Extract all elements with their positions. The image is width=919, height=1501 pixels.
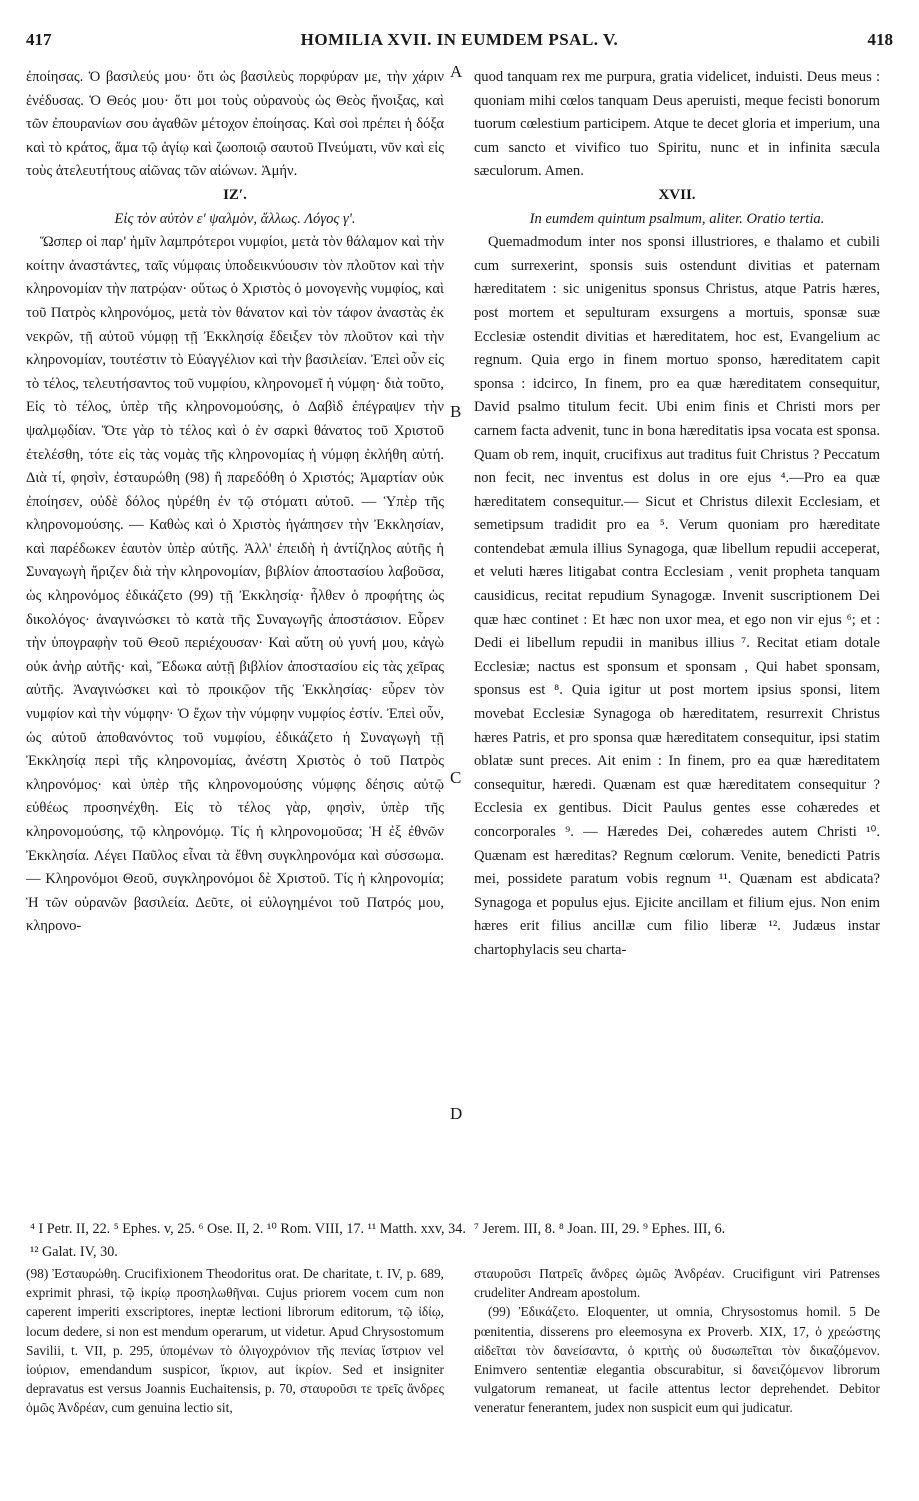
editorial-notes-left [26, 1264, 444, 1418]
greek-section-number: ΙΖʹ. [223, 186, 247, 203]
running-title: HOMILIA XVII. IN EUMDEM PSAL. V. [300, 30, 619, 49]
greek-subtitle: Εἰς τὸν αὐτὸν εʹ ψαλμὸν, ἄλλως. Λόγος γʹ. [114, 210, 356, 227]
note-98-continued: σταυροῦσι Πατρεῖς ἄνδρες ὠμῶς Ἀνδρέαν. Crucifigunt viri Patrenses crudeliter Andream apostolum. [474, 1266, 880, 1301]
margin-letter-d: D [450, 1104, 463, 1123]
greek-column [26, 66, 444, 939]
margin-letter-c: C [450, 768, 462, 787]
running-head [14, 30, 905, 54]
latin-body: Quemadmodum inter nos sponsi illustriores, e thalamo et cubili cum surrexerint, sponsis suis ostendunt divitias et paternam hæreditatem : sic unigenitus sponsus Christus, atque Patris hæres, post mortem et sepulturam exsurgens a mortuis, sponsæ suæ Ecclesiæ ostendit divitias et hæreditatem, hoc est, Evangelium ac regnum. Quia ergo in finem mortuo sponso, hæreditatem capit sponsa : idcirco, In finem, pro ea quæ hæreditatem consequitur, David psalmo titulum fecit. Ubi enim finis et Christi mors per carnem facta advenit, tunc in bona hæreditatis ipsa vocata est sponsa. Quam ob rem, inquit, crucifixus aut traditus fuit Christus ? Peccatum non fecit, nec inventus est dolus in ore ejus ⁴.—Pro ea quæ hæreditatem consequitur.— Sicut et Christus dilexit Ecclesiam, et semetipsum tradidit pro ea ⁵. Verum quoniam pro hæreditate contendebat æmula illius Synagoga, quæ libellum repudii acceperat, et veluti hæres litigabat contra Ecclesiam , venit propheta tanquam causidicus, recitat repudium Synagogæ. Invenit suscriptionem Dei quæ hæc continet : Et hæc non uxor mea, et ego non vir ejus ⁶; et : Dedi ei libellum repudii in manibus illius ⁷. Recitat etiam dotale Ecclesiæ; nactus est sponsum et sponsam , Qui habet sponsam, sponsus est ⁸. Quia igitur ut post mortem ipsius sponsi, litem movebat Ecclesiæ Synagoga ob hæreditatem, resurrexit Christus hæres Patris, et pro sponsa quæ hæreditatem consequitur, ipsi statim oblatæ sunt preces. Ait enim : In finem, pro ea quæ hæreditatem consequitur, hæredi. Quænam est quæ hæreditatem consequitur ? Ecclesia ex gentibus. Dicit Paulus gentes esse cohæredes et concorporales ⁹. — Hæredes Dei, cohæredes autem Christi ¹⁰. Quænam est hæreditas? Regnum cœlorum. Venite, benedicti Patris mei, possidete paratum vobis regnum ¹¹. Quænam est abdicata? Synagoga et populus ejus. Ejicite ancillam et filium ejus. Non enim hæres erit filius ancillæ cum filio liberæ ¹². Judæus instar chartophylacis seu charta- [474, 234, 880, 958]
footnote-references-left: ⁴ I Petr. II, 22. ⁵ Ephes. v, 25. ⁶ Ose. II, 2. ¹⁰ Rom. VIII, 17. ¹¹ Matth. xxv, 34. ¹² Galat. IV, 30. [30, 1221, 466, 1260]
page-number-left: 417 [26, 30, 52, 49]
latin-section-number: XVII. [658, 186, 696, 203]
note-99: (99) Ἐδικάζετο. Eloquenter, ut omnia, Chrysostomus homil. 5 De pœnitentia, disserens pro eleemosyna ex Proverb. XIX, 17, ὁ χρεώστης αἰδεῖται τὸν δανείσαντα, ὁ κριτὴς οὐ δυσωπεῖται τὸν δικαζόμενον. Enimvero sententiæ elegantia obscurabitur, si δανειζόμενον librorum vulgatorum remaneat, ut facile attentus lector deprehendet. Debitor veneratur fenerantem, judex non suspicit eum qui judicatur. [474, 1304, 880, 1416]
margin-letter-a: A [450, 62, 463, 81]
latin-subtitle: In eumdem quintum psalmum, aliter. Oratio tertia. [529, 210, 825, 227]
footnote-references-right: ⁷ Jerem. III, 8. ⁸ Joan. III, 29. ⁹ Ephes. III, 6. [474, 1221, 726, 1237]
margin-letter-b: B [450, 402, 462, 421]
note-98: (98) Ἐσταυρώθη. Crucifixionem Theodoritus orat. De charitate, t. IV, p. 689, exprimit phrasi, τῷ ἰκρίῳ προσηλωθῆναι. Cujus priorem vocem cum non caperent imperiti exscriptores, ineptæ lectioni librorum editorum, τῷ ἰδίῳ, locum dedere, si non est mendum operarum, ut videtur. Apud Chrysostomum Savilii, t. VII, p. 295, ὑπομένων τὸ ὀλιγοχρόνιον τῆς πενίας ἴστριον vel ἰούριον, emendandum suspicor, ἴκριον, aut ἰκρίον. Sed et insigniter depravatus est versus Joannis Euchaitensis, p. 70, σταυροῦσι τε τρεῖς ἄνδρες ὁμῶς Ἀνδρέαν, cum genuina lectio sit, [26, 1266, 444, 1416]
latin-intro: quod tanquam rex me purpura, gratia videlicet, induisti. Deus meus : quoniam mihi cœlos tanquam Deus aperuisti, meque fecisti bonorum tuorum cœlestium participem. Atque te decet gloria et imperium, una cum sancto et vivifico tuo Spiritu, nunc et in infinita sæcula sæculorum. Amen. [474, 69, 880, 180]
page-number-right: 418 [867, 30, 893, 49]
latin-column [474, 66, 880, 963]
greek-body: Ὥσπερ οἱ παρ' ἡμῖν λαμπρότεροι νυμφίοι, μετὰ τὸν θάλαμον καὶ τὴν κοίτην ἀναστάντες, ταῖς νύμφαις ὑποδεικνύουσιν τὸν πλοῦτον καὶ τὴν κληρονομίαν τὴν πατρῴαν· οὕτως ὁ Χριστὸς ὁ μονογενὴς νυμφίος, καὶ τοῦ Πατρὸς κληρονόμος, μετὰ τὸν θάνατον καὶ τὸν τάφον ἀναστὰς ἐκ νεκρῶν, τῇ αὐτοῦ νύμφῃ τῇ Ἐκκλησίᾳ ἔδειξεν τὸν πλοῦτον καὶ τὴν κληρονομίαν, τουτέστιν τὸ Εὐαγγέλιον καὶ τὴν βασιλείαν. Ἐπεὶ οὖν εἰς τὸ τέλος, τελευτήσαντος τοῦ νυμφίου, κληρονομεῖ ἡ νύμφη· διὰ τοῦτο, Εἰς τὸ τέλος, ὑπὲρ τῆς κληρονομούσης, ὁ Δαβὶδ ἐπέγραψεν τὴν ψαλμῳδίαν. Ὅτε γὰρ τὸ τέλος καὶ ὁ ἐν σαρκὶ θάνατος τοῦ Χριστοῦ ἐτελέσθη, τότε εἰς τὰς νομὰς τῆς κληρονομίας ἡ νύμφη ἐκλήθη αὐτή. Διὰ τί, φησὶν, ἐσταυρώθη (98) ἢ παρεδόθη ὁ Χριστός; Ἁμαρτίαν οὐκ ἐποίησεν, οὐδὲ δόλος ηὑρέθη ἐν τῷ στόματι αὐτοῦ. — Ὑπὲρ τῆς κληρονομούσης. — Καθὼς καὶ ὁ Χριστὸς ἠγάπησεν τὴν Ἐκκλησίαν, καὶ παρέδωκεν ἑαυτὸν ὑπὲρ αὐτῆς. Ἀλλ' ἐπειδὴ ἡ ἀντίζηλος αὐτῆς ἡ Συναγωγὴ ἤριζεν διὰ τὴν κληρονομίαν, βιβλίον ἀποστασίου λαβοῦσα, ὡς κληρονόμος ἐδικάζετο (99) τῇ Ἐκκλησίᾳ· ἦλθεν ὁ προφήτης ὡς δικολόγος· ἀναγινώσκει τὸ κατὰ τῆς Συναγωγῆς ἀποστάσιον. Εὗρεν τὴν ὑπογραφὴν τοῦ Θεοῦ περιέχουσαν· Καὶ αὕτη οὐ γυνή μου, κἀγὼ οὐκ ἀνὴρ αὐτῆς· καὶ, Ἔδωκα αὐτῇ βιβλίον ἀποστασίου εἰς τὰς χεῖρας αὐτῆς. Ἀναγινώσκει καὶ τὸ προικῷον τῆς Ἐκκλησίας· εὗρεν τὸν νυμφίον καὶ τὴν νύμφην· Ὁ ἔχων τὴν νύμφην νυμφίος ἐστίν. Ἐπεὶ οὖν, ὡς αὐτοῦ ἀποθανόντος τοῦ νυμφίου, ἐδικάζετο ἡ Συναγωγὴ τῇ Ἐκκλησίᾳ περὶ τῆς κληρονομίας, ἀνέστη Χριστὸς ὁ τοῦ Πατρὸς κληρονόμος· καὶ ὑπὲρ τῆς κληρονομούσης νύμφης δέησις αὐτῷ εὐθέως προσηνέχθη. Εἰς τὸ τέλος γὰρ, φησὶν, ὑπὲρ τῆς κληρονομούσης, τῷ κληρονόμῳ. Τίς ἡ κληρονομοῦσα; Ἡ ἐξ ἐθνῶν Ἐκκλησία. Λέγει Παῦλος εἶναι τὰ ἔθνη συγκληρονόμα καὶ σύσσωμα. — Κληρονόμοι Θεοῦ, συγκληρονόμοι δὲ Χριστοῦ. Τίς ἡ κληρονομία; Ἡ τῶν οὐρανῶν βασιλεία. Δεῦτε, οἱ εὐλογημένοι τοῦ Πατρός μου, κληρονο- [26, 234, 444, 935]
editorial-notes-right [474, 1264, 880, 1418]
greek-intro: ἐποίησας. Ὁ βασιλεύς μου· ὅτι ὡς βασιλεὺς πορφύραν με, τὴν χάριν ἐνέδυσας. Ὁ Θεός μου· ὅτι μοι τοὺς οὐρανοὺς ὡς Θεὸς ἤνοιξας, καὶ τῶν ἐπουρανίων σου ἀγαθῶν μέτοχον ἐποίησας. Καὶ σοὶ πρέπει ἡ δόξα καὶ τὸ κράτος, ἅμα τῷ ἁγίῳ καὶ ζωοποιῷ σαυτοῦ Πνεύματι, νῦν καὶ εἰς τοὺς ἀτελευτήτους αἰῶνας τῶν αἰώνων. Ἀμήν. [26, 69, 444, 180]
